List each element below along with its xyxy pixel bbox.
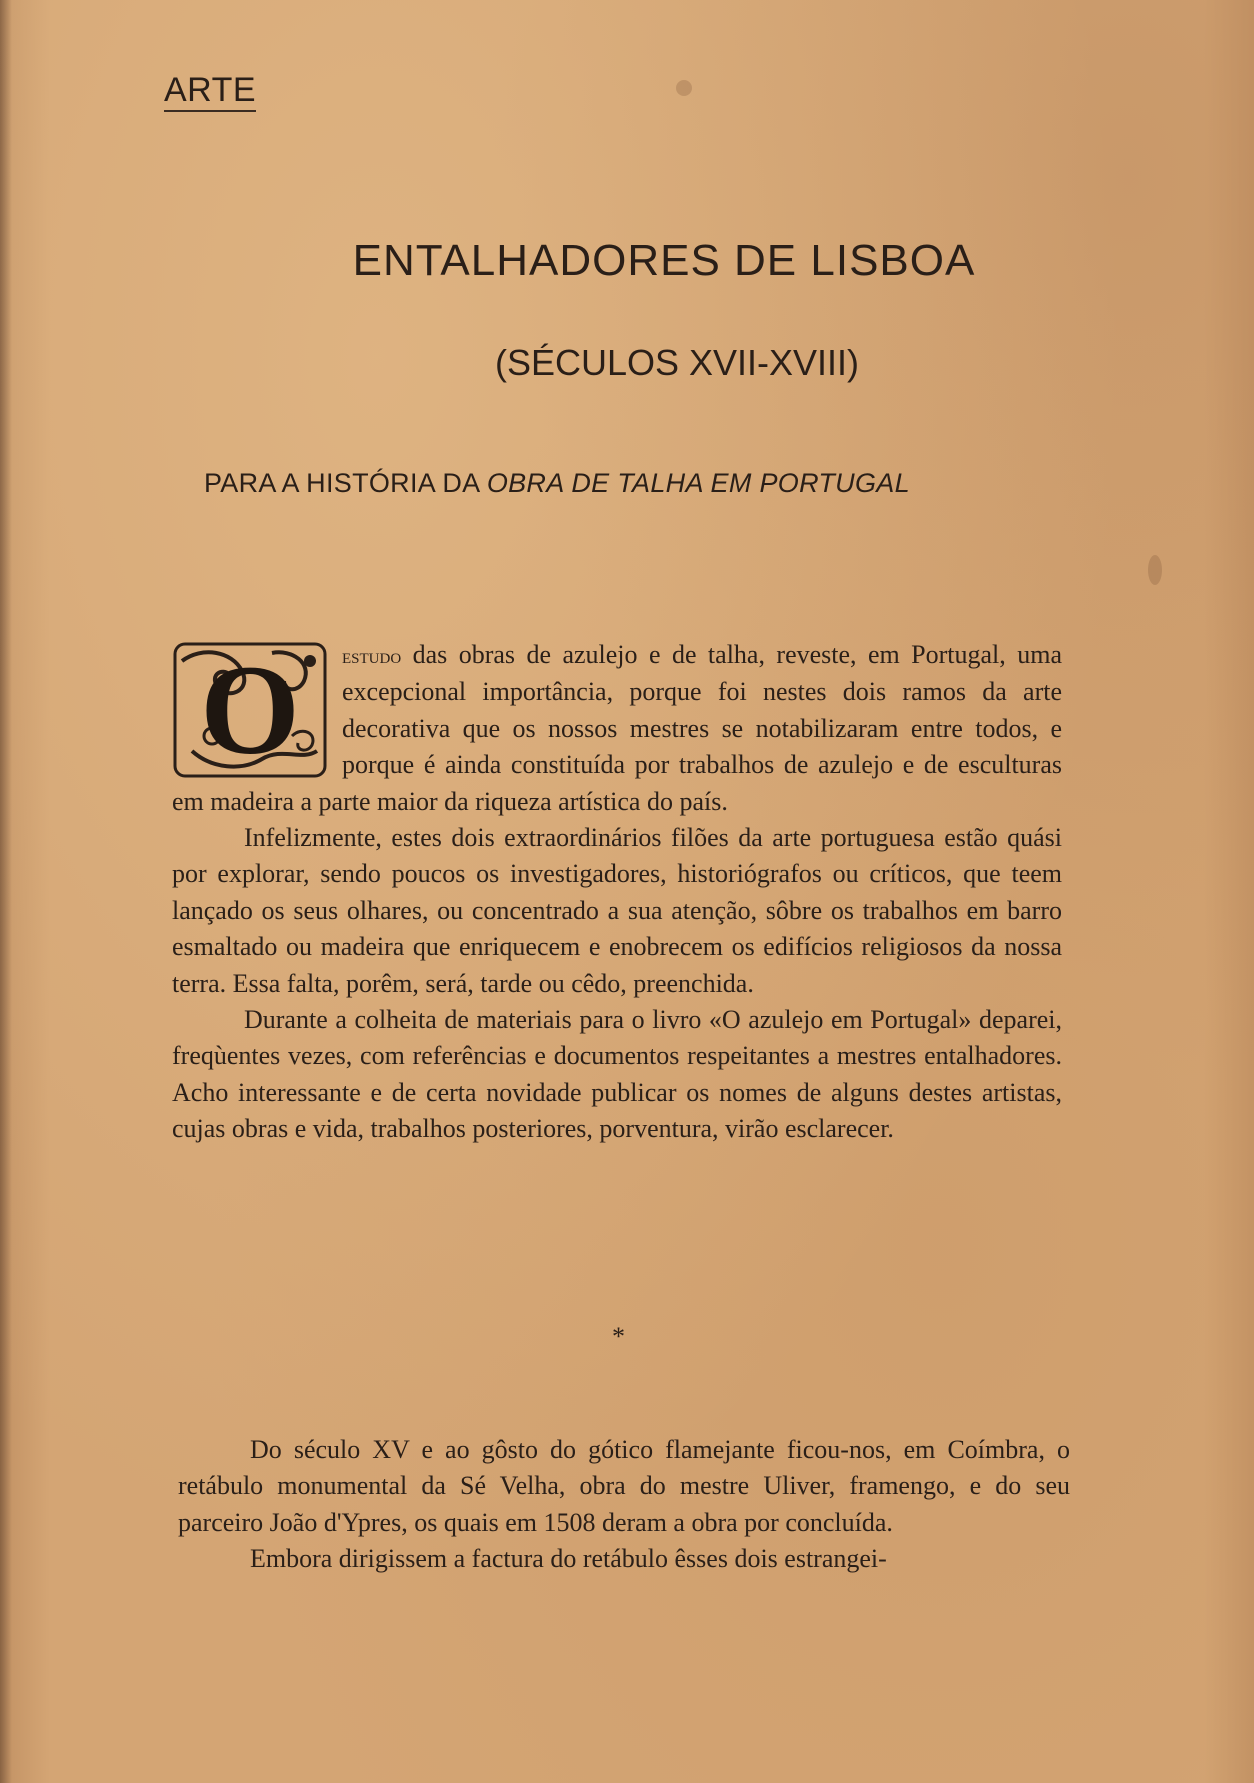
- section-separator: *: [612, 1322, 625, 1351]
- paper-stain: [1148, 555, 1162, 585]
- tagline-italic: OBRA DE TALHA EM PORTUGAL: [486, 468, 910, 498]
- paragraph: Embora dirigissem a factura do retábulo êsses dois estrangei-: [250, 1544, 887, 1574]
- paragraph-text: das obras de azulejo e de talha, reveste, em Portugal, uma excepcional importância, porque foi nestes dois ramos da arte decorativa que os nossos mestres se notabilizaram entre todos, e porque é ainda constituída por trabalhos de azulejo e de esculturas em madeira a parte maior da riqueza artística do país.: [172, 640, 1062, 816]
- body-part-1: [172, 637, 1062, 1148]
- article-subtitle: (SÉCULOS XVII-XVIII): [494, 342, 860, 383]
- paragraph: Durante a colheita de materiais para o livro «O azulejo em Portugal» deparei, freqùentes vezes, com referências e documentos respeitantes a mestres entalhadores. Acho interessante e de certa novidade publicar os nomes de alguns destes artistas, cujas obras e vida, trabalhos posteriores, porventura, virão esclarecer.: [172, 1005, 1062, 1144]
- article-title: ENTALHADORES DE LISBOA: [352, 236, 976, 285]
- tagline-plain: PARA A HISTÓRIA DA: [204, 468, 487, 498]
- article-tagline: [204, 468, 910, 499]
- paragraph: Infelizmente, estes dois extraordinários filões da arte portuguesa estão quási por explorar, sendo poucos os investigadores, historiógrafos ou críticos, que teem lançado os seus olhares, ou concentrado a sua atenção, sôbre os trabalhos em barro esmaltado ou madeira que enriquecem e enobrecem os edifícios religiosos da nossa terra. Essa falta, porêm, será, tarde ou cêdo, preenchida.: [172, 823, 1062, 998]
- section-label: ARTE: [164, 72, 256, 112]
- paragraph: Do século XV e ao gôsto do gótico flamejante ficou-nos, em Coímbra, o retábulo monumental da Sé Velha, obra do mestre Uliver, framengo, e do seu parceiro João d'Ypres, os quais em 1508 deram a obra por concluída.: [178, 1435, 1070, 1537]
- paragraph-lead-word: estudo: [342, 643, 402, 668]
- dropcap-letter: O: [200, 641, 300, 779]
- body-part-2: [178, 1432, 1070, 1578]
- paper-stain: [676, 80, 692, 96]
- ornamental-dropcap: [172, 641, 328, 779]
